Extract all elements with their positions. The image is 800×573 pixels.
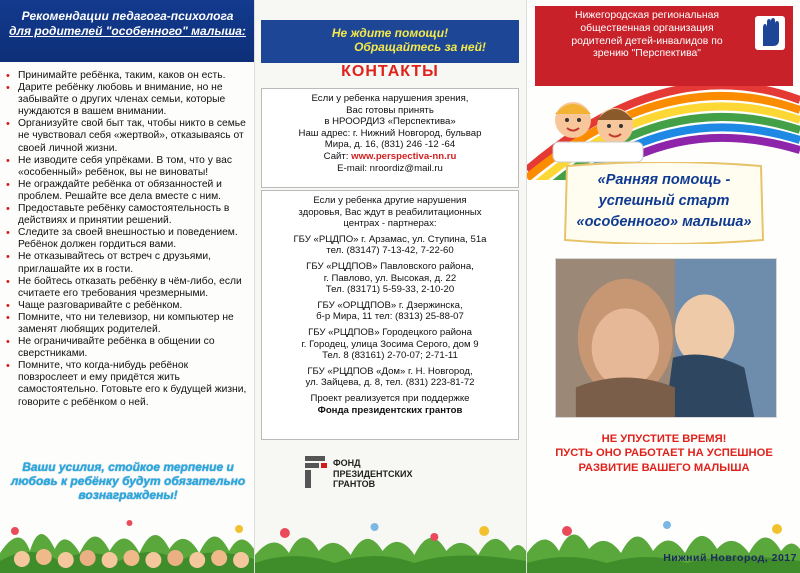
bullet-icon: • <box>6 178 10 191</box>
left-panel <box>0 0 255 573</box>
list-item: • Принимайте ребёнка, таким, каков он есть. <box>6 70 226 82</box>
contact-line: в НРООРДИЗ «Перспектива» <box>324 116 456 128</box>
bullet-icon: • <box>6 203 10 216</box>
left-header <box>0 0 255 62</box>
photo-image <box>556 259 776 417</box>
list-item: • Не изводите себя упрёками. В том, что у вас «особенный» ребёнок, вы не виноваты! <box>6 154 233 178</box>
contact-box <box>261 88 519 188</box>
grass-flowers-illustration <box>255 503 526 573</box>
partner-center: ГБУ «РЦДПОВ» Городецкого района г. Городец, улица Зосима Серого, дом 9 Тел. 8 (83161) 2-70-07; 2-71-11 <box>301 326 479 362</box>
contact-line: Мира, д. 16, (831) 246 -12 -64 <box>324 139 456 151</box>
grass-kids-illustration <box>0 503 254 573</box>
partner-center: ГБУ «РЦДПОВ «Дом» г. Н. Новгород, ул. Зайцева, д. 8, тел. (831) 223-81-72 <box>305 365 475 389</box>
contacts-title: КОНТАКТЫ <box>341 63 439 80</box>
list-item: • Предоставьте ребёнку самостоятельность в действиях и принятии решений. <box>6 203 230 227</box>
website-row: Сайт: www.perspectiva-nn.ru <box>323 150 457 162</box>
hand-logo-icon <box>755 16 785 50</box>
email-link[interactable]: nroordiz@mail.ru <box>369 162 443 174</box>
organization-header <box>535 6 793 86</box>
partners-intro: центрах - партнерах: <box>343 218 437 230</box>
contact-line: Наш адрес: г. Нижний Новгород, бульвар <box>298 127 482 139</box>
partners-box <box>261 190 519 440</box>
middle-header-line1: Не ждите помощи! <box>331 26 449 40</box>
website-link[interactable]: www.perspectiva-nn.ru <box>351 150 457 162</box>
fund-logo-block <box>301 452 501 496</box>
city-year: Нижний Новгород, 2017 <box>663 552 797 564</box>
slogan: НЕ УПУСТИТЕ ВРЕМЯ! ПУСТЬ ОНО РАБОТАЕТ НА УСПЕШНОЕ РАЗВИТИЕ ВАШЕГО МАЛЫША <box>555 433 773 474</box>
tips-list <box>6 70 249 409</box>
partners-intro: здоровья, Вас ждут в реабилитационных <box>298 206 482 218</box>
list-item: • Чаще разговаривайте с ребёнком. <box>6 299 183 312</box>
bullet-icon: • <box>6 311 10 324</box>
partner-center: ГБУ «РЦДПОВ» Павловского района, г. Павлово, ул. Высокая, д. 22 Тел. (83171) 5-59-33, 2-10-20 <box>306 260 474 296</box>
list-item: • Не бойтесь отказать ребёнку в чём-либо, если считаете его требования чрезмерными. <box>6 275 242 299</box>
bullet-icon: • <box>6 275 10 288</box>
email-row: E-mail: nroordiz@mail.ru <box>337 162 443 174</box>
left-header-line1: Рекомендации педагога-психолога <box>21 9 234 23</box>
middle-header-line2: Обращайтесь за ней! <box>354 40 486 54</box>
list-item: • Организуйте свой быт так, чтобы никто в семье не чувствовал себя «жертвой», отказываясь от своей личной жизни. <box>6 118 246 154</box>
fund-logo-icon <box>301 452 331 492</box>
bullet-icon: • <box>6 70 10 82</box>
contact-line: Вас готовы принять <box>346 104 434 116</box>
grant-note: Проект реализуется при поддержке Фонда президентских грантов <box>310 392 470 416</box>
right-panel <box>527 0 800 573</box>
middle-header <box>261 20 519 63</box>
middle-panel <box>255 0 527 573</box>
program-title: «Ранняя помощь - успешный старт «особенного» малыша» <box>576 172 752 230</box>
bullet-icon: • <box>6 82 10 95</box>
bullet-icon: • <box>6 154 10 167</box>
left-header-line2: для родителей "особенного" малыша: <box>9 24 246 38</box>
partner-center: ГБУ «РЦДПО» г. Арзамас, ул. Ступина, 51а тел. (83147) 7-13-42, 7-22-60 <box>293 233 487 257</box>
bullet-icon: • <box>6 251 10 264</box>
org-name-line: зрению "Перспектива" <box>593 48 701 60</box>
list-item: • Не ограждайте ребёнка от обязанностей и проблем. Решайте все дела вместе с ним. <box>6 178 222 202</box>
bullet-icon: • <box>6 360 10 373</box>
bullet-icon: • <box>6 118 10 131</box>
partner-center: ГБУ «ОРЦДПОВ» г. Дзержинска, б-р Мира, 11 тел: (8313) 25-88-07 <box>316 299 464 323</box>
contact-line: Если у ребенка нарушения зрения, <box>311 93 469 104</box>
org-name-line: общественная организация <box>580 22 714 34</box>
list-item: • Помните, что ни телевизор, ни компьютер не заменят любящих родителей. <box>6 311 234 335</box>
org-name-line: Нижегородская региональная <box>574 10 720 21</box>
bullet-icon: • <box>6 299 10 312</box>
list-item: • Следите за своей внешностью и поведением. Ребёнок должен гордиться вами. <box>6 227 238 251</box>
bullet-icon: • <box>6 336 10 349</box>
mother-child-photo <box>555 258 777 418</box>
org-name-line: родителей детей-инвалидов по <box>571 35 723 47</box>
list-item: • Помните, что когда-нибудь ребёнок повзрослеет и ему придётся жить самостоятельно. Готовьте его к будущей жизни, говорите с ребёнком о ней. <box>6 360 247 408</box>
list-item: • Не отказывайтесь от встреч с друзьями, приглашайте их в гости. <box>6 251 212 275</box>
bullet-icon: • <box>6 227 10 240</box>
list-item: • Дарите ребёнку любовь и внимание, но не забывайте о других членах семьи, которые нуждаются в вашем внимании. <box>6 82 226 118</box>
left-footer-message: Ваши усилия, стойкое терпение и любовь к ребёнку будут обязательно вознаграждены! <box>10 460 246 502</box>
list-item: • Не ограничивайте ребёнка в общении со сверстниками. <box>6 336 215 360</box>
partners-intro: Если у ребенка другие нарушения <box>313 195 467 206</box>
fund-name: ФОНД ПРЕЗИДЕНТСКИХ ГРАНТОВ <box>333 458 413 489</box>
